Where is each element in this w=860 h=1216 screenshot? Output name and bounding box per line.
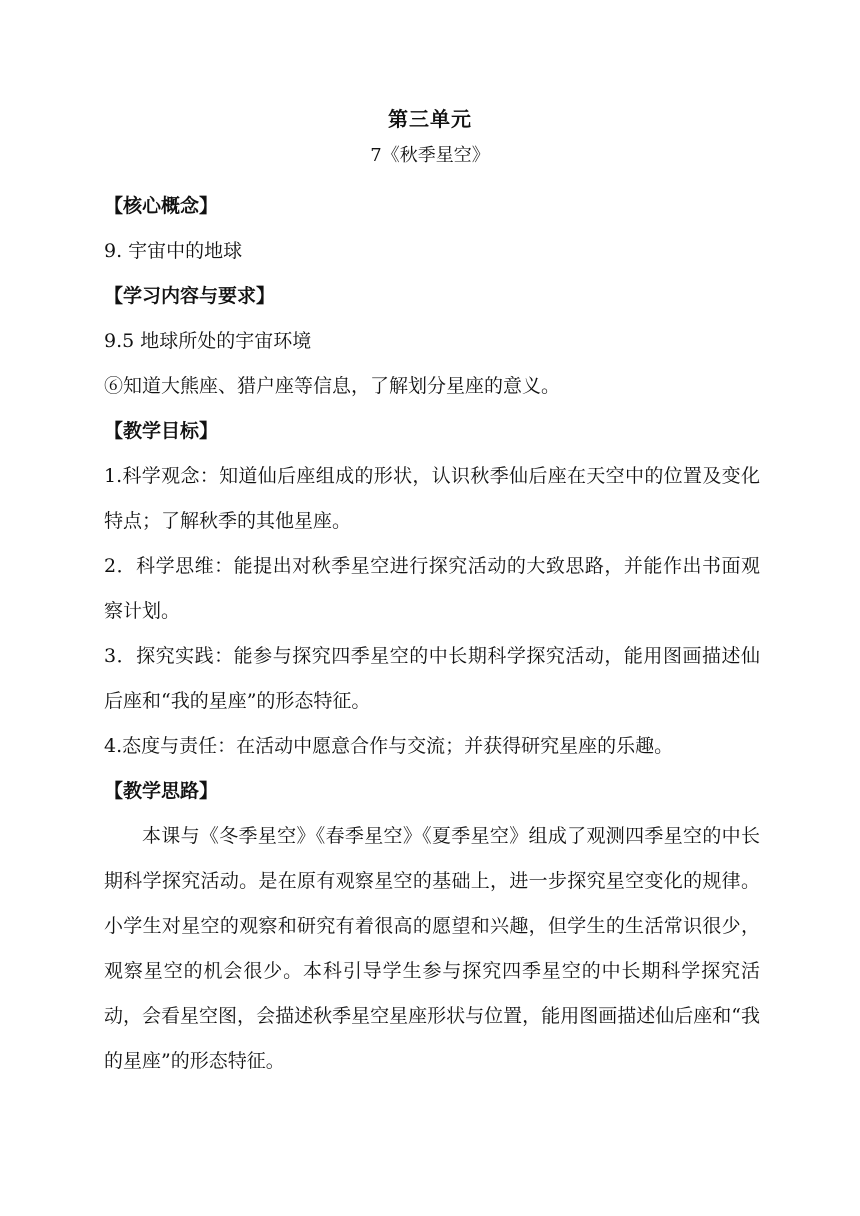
content-requirements-heading: 【学习内容与要求】 <box>104 285 276 307</box>
core-concept-text: 9. 宇宙中的地球 <box>104 240 243 262</box>
objective-item-3: 3．探究实践：能参与探究四季星空的中长期科学探究活动，能用图画描述仙后座和“我的星座”的形态特征。 <box>104 645 760 712</box>
content-requirements-line-2: ⑥知道大熊座、猎户座等信息，了解划分星座的意义。 <box>104 375 561 397</box>
objective-item-4: 4.态度与责任：在活动中愿意合作与交流；并获得研究星座的乐趣。 <box>104 735 674 757</box>
objective-item-2: 2．科学思维：能提出对秋季星空进行探究活动的大致思路，并能作出书面观察计划。 <box>104 555 760 622</box>
document-body <box>104 184 760 1084</box>
teaching-approach-paragraph: 本课与《冬季星空》《春季星空》《夏季星空》组成了观测四季星空的中长期科学探究活动。是在原有观察星空的基础上，进一步探究星空变化的规律。小学生对星空的观察和研究有着很高的愿望和兴趣，但学生的生活常识很少，观察星空的机会很少。本科引导学生参与探究四季星空的中长期科学探究活动，会看星空图，会描述秋季星空星座形状与位置，能用图画描述仙后座和“我的星座”的形态特征。 <box>104 825 760 1072</box>
content-requirements-line-1: 9.5 地球所处的宇宙环境 <box>104 330 312 352</box>
objectives-heading: 【教学目标】 <box>104 420 219 442</box>
teaching-approach-heading: 【教学思路】 <box>104 780 219 802</box>
core-concept-heading: 【核心概念】 <box>104 195 219 217</box>
objective-item-1: 1.科学观念：知道仙后座组成的形状，认识秋季仙后座在天空中的位置及变化特点；了解秋季的其他星座。 <box>104 465 760 532</box>
unit-title: 第三单元 <box>388 107 472 131</box>
lesson-title: 7《秋季星空》 <box>370 145 490 166</box>
